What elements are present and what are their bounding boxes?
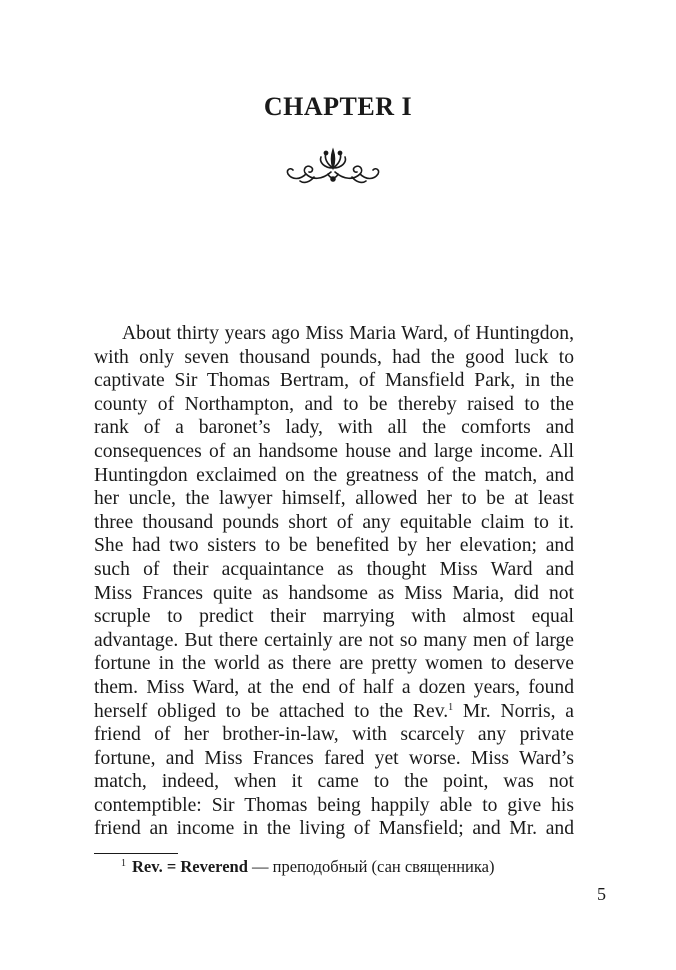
footnote-reference[interactable]: 1 [448,701,454,713]
text-line: She had two sisters to be benefited by her elevation; and [94,535,574,557]
chapter-body-paragraph [94,322,574,841]
text-fragment: Mr. Norris, a [453,700,574,722]
text-line: Huntingdon exclaimed on the greatness of the match, and [94,464,574,486]
text-line: friend of her brother-in-law, with scarcely any private [94,724,574,746]
text-line: her uncle, the lawyer himself, allowed her to be at least [94,488,574,510]
text-line: Miss Frances quite as handsome as Miss Maria, did not [94,582,574,604]
footnote-divider [94,853,178,854]
text-line: scruple to predict their marrying with almost equal [94,606,574,628]
text-line: contemptible: Sir Thomas being happily able to give his [94,794,574,816]
text-line: match, indeed, when it came to the point, was not [94,771,574,793]
text-fragment: herself obliged to be attached to the Rev. [94,700,449,722]
text-line: county of Northampton, and to be thereby raised to the [94,393,574,415]
text-line: rank of a baronet’s lady, with all the comforts and [94,417,574,439]
footnote-definition: — преподобный (сан священника) [247,857,495,876]
text-line: fortune, and Miss Frances fared yet worse. Miss Ward’s [94,747,574,769]
footnote-mark: 1 [121,858,126,869]
text-line: them. Miss Ward, at the end of half a dozen years, found [94,676,574,698]
footnote-term: Rev. = Reverend [132,857,248,876]
text-line: fortune in the world as there are pretty women to deserve [94,653,574,675]
page-number: 5 [597,884,606,904]
text-line: advantage. But there certainly are not so many men of large [94,629,574,651]
fleuron-ornament-icon [284,146,382,188]
chapter-title: CHAPTER I [263,92,413,121]
text-line: three thousand pounds short of any equitable claim to it. [94,511,574,533]
text-line: friend an income in the living of Mansfield; and Mr. and [94,818,574,840]
text-line: captivate Sir Thomas Bertram, of Mansfield Park, in the [94,370,574,392]
text-line: with only seven thousand pounds, had the good luck to [94,346,574,368]
text-line: such of their acquaintance as thought Miss Ward and [94,558,574,580]
footnote [121,857,494,877]
text-line-with-footnote [94,700,574,724]
text-line: consequences of an handsome house and large income. All [94,440,574,462]
text-line: About thirty years ago Miss Maria Ward, of Huntingdon, [122,323,574,344]
